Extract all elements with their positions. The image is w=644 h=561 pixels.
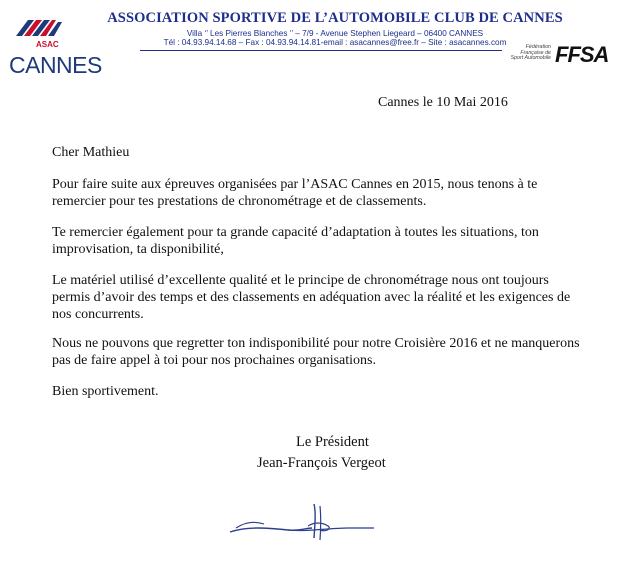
closing: Bien sportivement. xyxy=(52,384,159,399)
signatory-name: Jean-François Vergeot xyxy=(257,455,386,471)
letter-date: Cannes le 10 Mai 2016 xyxy=(378,95,508,110)
association-address: Villa ‘’ Les Pierres Blanches ‘’ – 7/9 - Avenue Stephen Liegeard – 06400 CANNES xyxy=(186,29,484,38)
paragraph xyxy=(52,272,570,323)
handwritten-signature xyxy=(228,498,378,551)
association-title: ASSOCIATION SPORTIVE DE L’AUTOMOBILE CLUB DE CANNES xyxy=(107,10,563,26)
ffsa-caption-line: Sport Automobile xyxy=(510,55,551,62)
ffsa-logo xyxy=(505,44,639,68)
header-divider xyxy=(140,50,502,51)
text-line: Le matériel utilisé d’excellente qualité et le principe de chronométrage nous ont toujours xyxy=(52,273,549,288)
asac-cannes-logo xyxy=(6,14,102,78)
letterhead xyxy=(92,10,578,47)
ffsa-caption-line: Française de xyxy=(520,49,551,56)
text-line: Te remercier également pour ta grande capacité d’adaptation à toutes les situations, ton xyxy=(52,225,539,240)
ffsa-caption xyxy=(505,45,551,62)
text-line: pas de faire appel à toi pour nos prochaines organisations. xyxy=(52,353,376,368)
ffsa-caption-line: Fédération xyxy=(525,44,551,50)
ffsa-wordmark: FFSA xyxy=(555,42,609,67)
signatory-title: Le Président xyxy=(296,434,369,450)
logo-asac-text: ASAC xyxy=(36,40,59,49)
greeting: Cher Mathieu xyxy=(52,145,130,160)
text-line: nos concurrents. xyxy=(52,307,144,322)
text-line: Pour faire suite aux épreuves organisées par l’ASAC Cannes en 2015, nous tenons à te xyxy=(52,177,538,192)
text-line: remercier pour tes prestations de chronométrage et de classements. xyxy=(52,194,427,209)
text-line: Nous ne pouvons que regretter ton indisponibilité pour notre Croisière 2016 et ne manquerons xyxy=(52,336,580,351)
association-contact: Tél : 04.93.94.14.68 – Fax : 04.93.94.14.81-email : asacannes@free.fr – Site : asacannes.com xyxy=(163,38,507,47)
logo-cannes-text: CANNES xyxy=(9,52,102,78)
paragraph xyxy=(52,224,539,258)
paragraph xyxy=(52,335,580,369)
text-line: permis d’avoir des temps et des classements en adéquation avec la réalité et les exigences de xyxy=(52,290,571,305)
paragraph xyxy=(52,176,537,210)
text-line: improvisation, ta disponibilité, xyxy=(52,242,224,257)
